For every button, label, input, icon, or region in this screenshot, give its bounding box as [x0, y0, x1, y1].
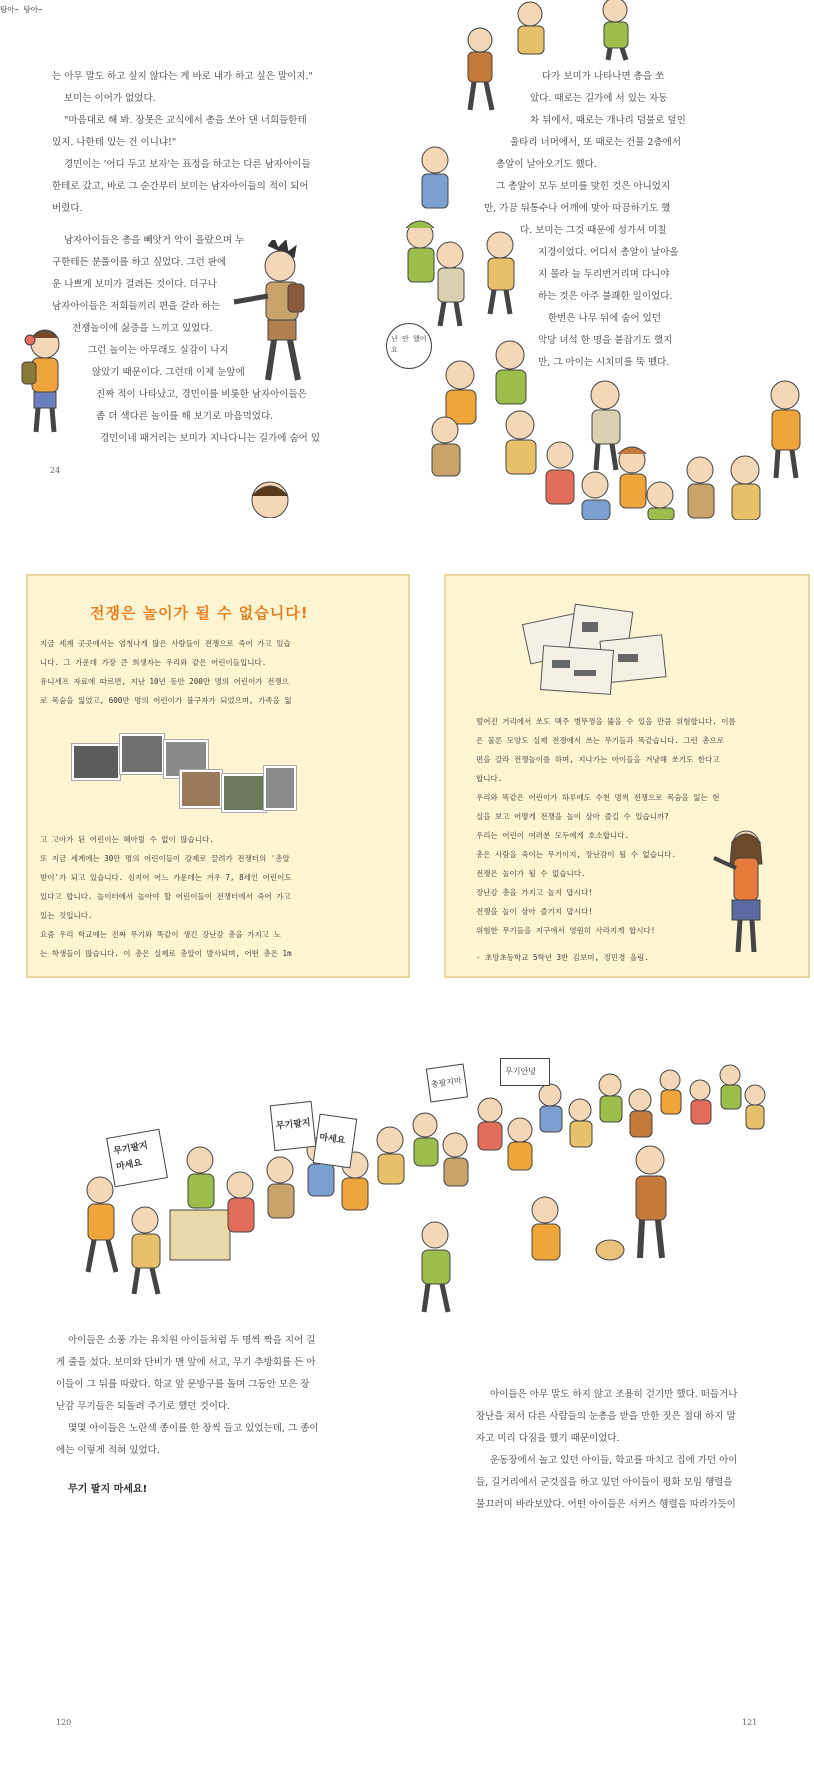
- sign-text: 무기안녕: [505, 1067, 536, 1076]
- text-line: 아이들은 소풍 가는 유치원 아이들처럼 두 명씩 짝을 지어 길: [68, 1335, 316, 1346]
- text-line: 장난감 총을 가지고 놀지 맙시다!: [476, 888, 593, 897]
- text-line: 떨어진 거리에서 쏘도 맥주 병뚜껑을 뚫을 수 있을 만큼 위험합니다. 이름: [476, 717, 736, 726]
- text-line: 실을 보고 어떻게 전쟁을 놀이 삼아 즐길 수 있습니까?: [476, 812, 669, 821]
- page-number-left: 120: [56, 1718, 72, 1727]
- photo: [72, 744, 120, 780]
- text-line: 총은 사람을 죽이는 무기이지, 장난감이 될 수 없습니다.: [476, 850, 677, 859]
- protest-sign: [270, 1101, 317, 1151]
- sign-text: 총팔지마: [430, 1075, 463, 1090]
- protest-sign: [106, 1129, 168, 1188]
- protest-sign: [313, 1114, 358, 1169]
- text-line: 차 뒤에서, 때로는 개나리 덤불로 덮인: [530, 115, 686, 126]
- page-number-right: 121: [742, 1718, 758, 1727]
- text-line: 있지. 나한테 있는 건 이니냐!": [52, 137, 177, 148]
- text-line: 몇몇 아이들은 노란색 종이를 한 장씩 들고 있었는데, 그 종이: [68, 1423, 319, 1434]
- text-line: 또 지금 세계에는 30만 명의 어린이들이 강제로 끌려가 전쟁터의 '총알: [40, 854, 290, 863]
- text-line: 한번은 나무 뒤에 숨어 있던: [548, 313, 662, 324]
- text-line: 자고 미리 다짐을 했기 때문이었다.: [476, 1433, 620, 1444]
- boys-crowd-illustration: [400, 0, 810, 520]
- text-line: 지경이었다. 어디서 총알이 날아올: [538, 247, 679, 258]
- text-line: 전쟁은 놀이가 될 수 없습니다.: [476, 869, 586, 878]
- text-line: 게 줄을 섰다. 보미와 단비가 맨 앞에 서고, 무기 추방회를 든 아: [56, 1357, 316, 1368]
- girl-illustration: [10, 322, 80, 442]
- text-line: 전쟁놀이에 싫증을 느끼고 있었다.: [72, 323, 213, 334]
- text-line: 지금 세계 곳곳에서는 엄청나게 많은 사람들이 전쟁으로 죽어 가고 있습: [40, 639, 291, 648]
- page-number: 24: [50, 466, 61, 475]
- text-line: 합니다.: [476, 774, 503, 783]
- text-line: 구한테든 분풀이를 하고 싶었다. 그런 판에: [52, 257, 227, 268]
- photo: [222, 774, 266, 812]
- text-line: 경민이는 '어디 두고 보자'는 표정을 하고는 다른 남자아이들: [64, 159, 311, 170]
- text-line: 그 총알이 모두 보미를 맞힌 것은 아니었지: [496, 181, 671, 192]
- info-panel-right: [444, 574, 810, 978]
- text-line: 운동장에서 놀고 있던 아이들, 학교를 마치고 집에 가던 아이: [490, 1455, 738, 1466]
- text-line: 았다. 때로는 길가에 서 있는 자동: [530, 93, 668, 104]
- protest-sign: [426, 1064, 468, 1103]
- photo: [120, 734, 164, 774]
- text-line: 다. 보미는 그것 때문에 성가셔 미칠: [520, 225, 667, 236]
- newspaper-clippings-illustration: [522, 598, 672, 698]
- child-head-illustration: [240, 470, 300, 518]
- text-line: "마음대로 해 봐. 장못은 교식에서 총을 쏘아 댄 너희들한테: [64, 115, 307, 126]
- text-line: 있는 것입니다.: [40, 911, 93, 920]
- signature-line: - 초망초등학교 5학년 3반 김보미, 정민경 올림.: [476, 953, 649, 962]
- sign-text: 무기팔지: [275, 1118, 312, 1132]
- book-spread-2: [0, 570, 814, 990]
- text-line: 아이들은 아무 말도 하지 않고 조용히 걷기만 했다. 떠들거나: [490, 1389, 738, 1400]
- text-line: 울타리 너머에서, 또 때로는 건물 2층에서: [510, 137, 681, 148]
- protest-sign: [500, 1058, 550, 1086]
- sign-text: 무기팔지 마세요: [112, 1141, 149, 1173]
- text-line: 버렸다.: [52, 203, 83, 214]
- text-line: 그런 놀이는 아무래도 실감이 나지: [88, 345, 229, 356]
- text-line: 만, 그 아이는 시치미를 뚝 뗐다.: [538, 357, 670, 368]
- text-line: 총알이 날아오기도 했다.: [496, 159, 597, 170]
- book-spread-1: [0, 0, 814, 520]
- book-spread-3: [0, 1040, 814, 1781]
- text-line: 하는 것은 아주 불쾌한 일이었다.: [538, 291, 673, 302]
- text-line: 유니세프 자료에 따르면, 지난 10년 동안 200만 명의 어린이가 전쟁으: [40, 677, 289, 686]
- text-line: 보미는 이어가 없었다.: [64, 93, 156, 104]
- text-line: 운 나쁘게 보미가 걸려든 것이다. 더구나: [52, 279, 217, 290]
- sign-text: 마세요: [318, 1132, 346, 1147]
- info-panel-left: [26, 574, 410, 978]
- text-line: 는 아무 말도 하고 싶지 않다는 게 바로 내가 하고 싶은 말이지.": [52, 71, 313, 82]
- text-line: 에는 이렇게 적혀 있었다.: [56, 1445, 160, 1456]
- text-line: 않았기 때문이다. 그런데 이제 눈앞에: [92, 367, 245, 378]
- panel-title: 전쟁은 놀이가 될 수 없습니다!: [90, 604, 309, 622]
- text-line: 한테로 갔고, 바로 그 순간부터 보미는 남자아이들의 적이 되어: [52, 181, 309, 192]
- text-line: 경민이네 패거리는 보미가 지나다니는 길가에 숨어 있: [100, 433, 321, 444]
- text-line: 우리와 똑같은 어린이가 하루에도 수천 명씩 전쟁으로 목숨을 잃는 현: [476, 793, 720, 802]
- speech-text: 난 안 했어요: [391, 335, 427, 354]
- text-line: 전쟁을 놀이 삼아 즐기지 맙시다!: [476, 907, 593, 916]
- text-line: 위험한 무기들을 지구에서 영원히 사라지게 합시다!: [476, 926, 656, 935]
- text-line: 다가 보미가 나타나면 총을 쏘: [542, 71, 665, 82]
- text-line: 있다고 합니다. 놀이터에서 놀아야 할 어린이들이 전쟁터에서 죽어 가고: [40, 892, 291, 901]
- speech-text: 탕아~ 탕아~: [0, 5, 43, 14]
- text-line: 진짜 적이 나타났고, 경민이를 비롯한 남자아이들은: [96, 389, 307, 400]
- text-line: 이들이 그 뒤를 따랐다. 학교 앞 문방구를 돌며 그동안 모은 장: [56, 1379, 310, 1390]
- text-line: 받이'가 되고 있습니다. 심지어 어느 가운데는 겨우 7, 8세인 어린이도: [40, 873, 292, 882]
- girl-speaking-illustration: [708, 824, 778, 964]
- text-line: 좀 더 색다른 놀이를 해 보기로 마음먹었다.: [96, 411, 274, 422]
- text-line: 남자아이들은 총을 빼앗거 악이 올랐으며 누: [64, 235, 245, 246]
- text-line: 우리는 어린이 여러분 모두에게 호소합니다.: [476, 831, 629, 840]
- text-line: 만, 가끔 뒤통수나 어깨에 맞아 따끔하기도 했: [484, 203, 671, 214]
- text-line: 고 고아가 된 어린이는 헤아릴 수 없이 많습니다.: [40, 835, 214, 844]
- text-line: 편을 갈라 전쟁놀이를 하며, 지나가는 아이들을 겨냥해 쏘기도 한다고: [476, 755, 720, 764]
- speech-bubble: [386, 323, 432, 369]
- text-line: 난감 무기들은 되돌려 주기로 했던 것이다.: [56, 1401, 231, 1412]
- boy-pointing-illustration: [228, 240, 318, 390]
- text-line: 물끄러미 바라보았다. 어떤 아이들은 서커스 행렬을 따라가듯이: [476, 1499, 736, 1510]
- text-line: 은 물론 모양도 실제 전쟁에서 쓰는 무기들과 똑같습니다. 그런 총으로: [476, 736, 725, 745]
- sign-quote: 무기 팔지 마세요!: [68, 1484, 148, 1495]
- text-line: 남자아이들은 저희들끼리 편을 갈라 하는: [52, 301, 221, 312]
- text-line: 악당 녀석 한 명을 붙잡기도 했지: [538, 335, 673, 346]
- text-line: 는 학생들이 많습니다. 이 총은 실제로 총알이 발사되며, 어떤 총은 1m: [40, 949, 292, 958]
- text-line: 니다. 그 가운데 가장 큰 희생자는 우리와 같은 어린이들입니다.: [40, 658, 267, 667]
- text-line: 요즘 우리 학교에는 진짜 무기와 똑같이 생긴 장난감 총을 가지고 노: [40, 930, 281, 939]
- text-line: 로 목숨을 잃었고, 600만 명의 어린이가 불구자가 되었으며, 가족을 잃: [40, 696, 292, 705]
- photo: [264, 766, 296, 810]
- text-line: 지 몰라 늘 두리번거리며 다니야: [538, 269, 670, 280]
- photo: [180, 770, 222, 808]
- text-line: 들, 길거리에서 군것질을 하고 있던 아이들이 평화 모임 행렬을: [476, 1477, 733, 1488]
- protest-march-illustration: [50, 1050, 770, 1320]
- text-line: 장난을 쳐서 다른 사람들의 눈총을 받을 만한 짓은 절대 하지 말: [476, 1411, 736, 1422]
